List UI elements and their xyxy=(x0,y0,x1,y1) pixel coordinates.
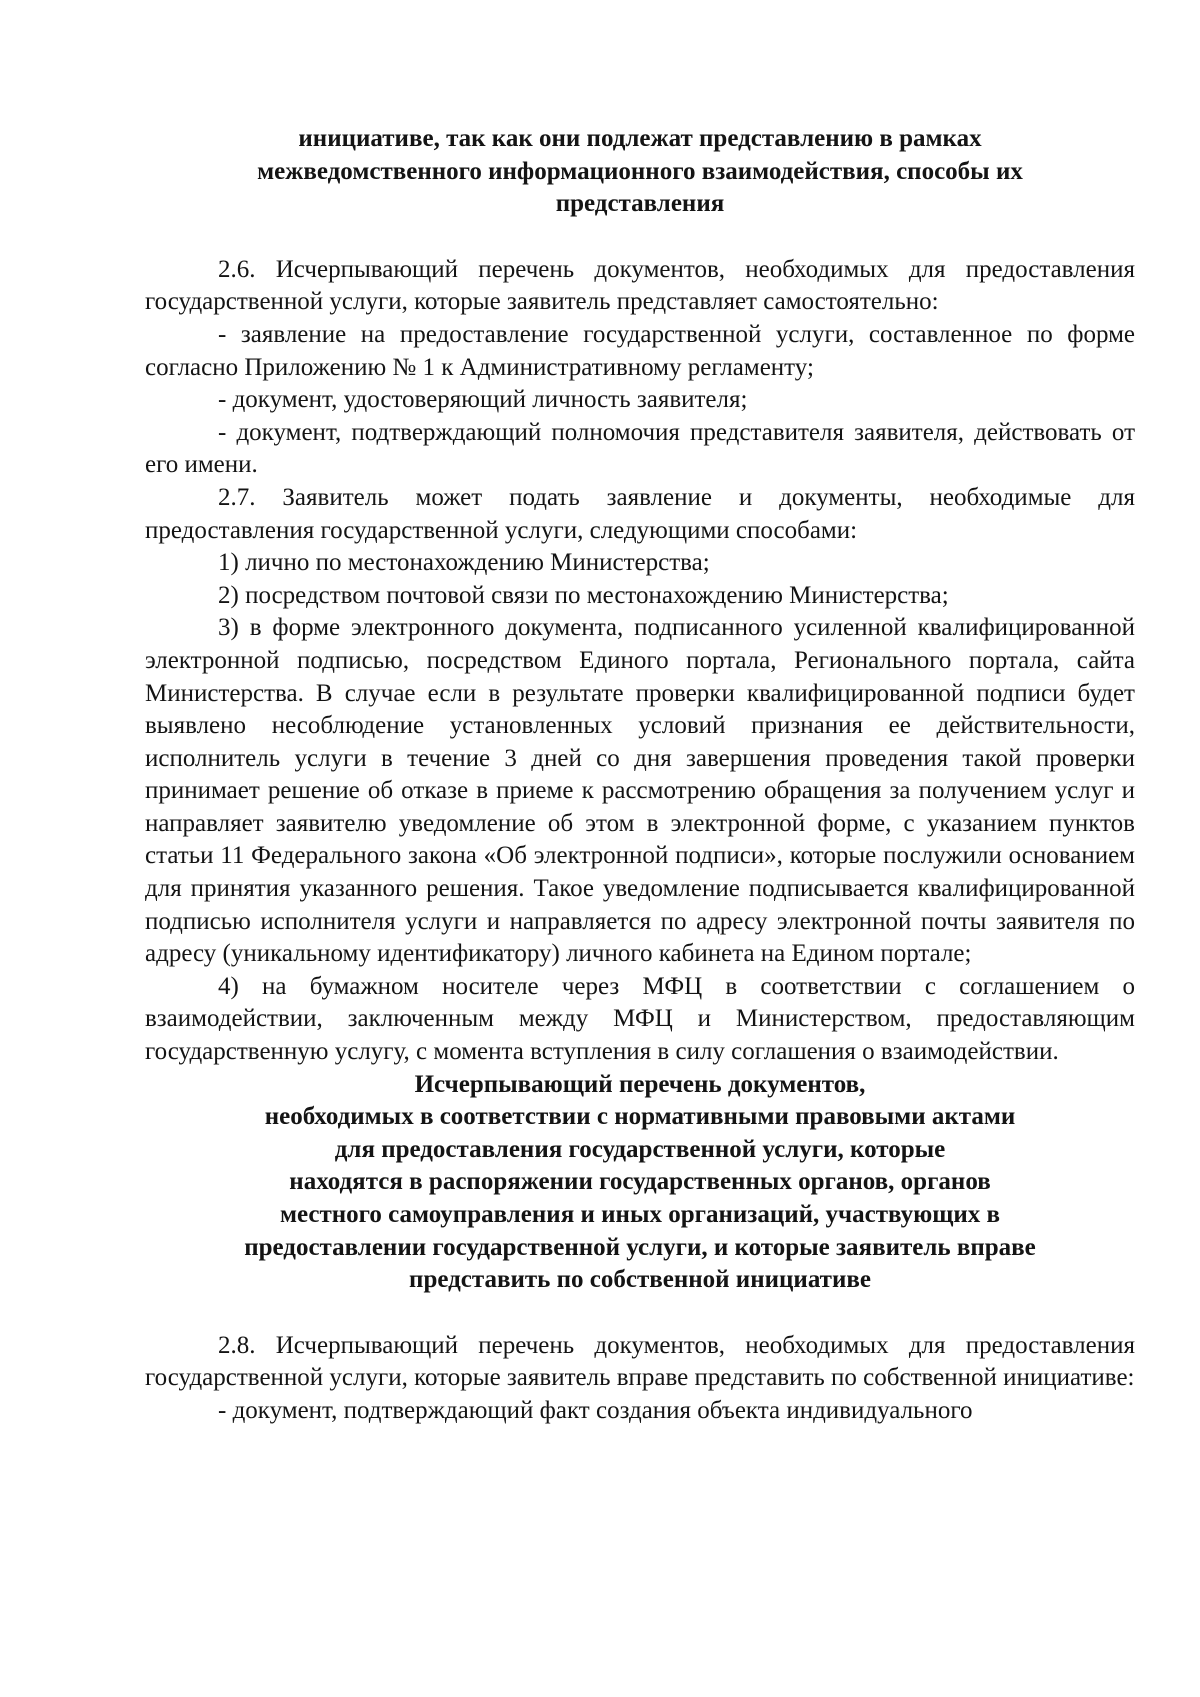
paragraph-2-8: 2.8. Исчерпывающий перечень документов, необходимых для предоставления государственной услуги, которые заявитель вправе представить по собственной инициативе: xyxy=(145,1331,1135,1392)
paragraph-list-item: 2) посредством почтовой связи по местонахождению Министерства; xyxy=(218,581,949,609)
heading-line: предоставлении государственной услуги, и которые заявитель вправе xyxy=(244,1233,1036,1261)
heading-line: местного самоуправления и иных организаций, участвующих в xyxy=(279,1201,1001,1228)
paragraph-list-item: 1) лично по местонахождению Министерства; xyxy=(218,549,710,577)
paragraph-list-item: 4) на бумажном носителе через МФЦ в соответствии с соглашением о взаимодействии, заключенным между МФЦ и Министерством, предоставляющим государственную услугу, с момента вступления в силу соглашения о взаимодействии. xyxy=(145,972,1135,1066)
heading-line: представить по собственной инициативе xyxy=(409,1266,871,1294)
heading-line: инициативе, так как они подлежат представлению в рамках xyxy=(298,125,982,152)
paragraph-list-item: - документ, подтверждающий полномочия представителя заявителя, действовать от его имени. xyxy=(145,418,1135,479)
heading-line: находятся в распоряжении государственных органов, органов xyxy=(289,1168,991,1196)
heading-line: межведомственного информационного взаимодействия, способы их xyxy=(257,157,1023,185)
section-heading-top xyxy=(145,123,1135,221)
document-page xyxy=(145,123,1135,1428)
paragraph-list-item: 3) в форме электронного документа, подписанного усиленной квалифицированной электронной подписью, посредством Единого портала, Регионального портала, сайта Министерства. В случае если в результате проверки квалифицированной подписи будет выявлено несоблюдение установленных условий признания ее действительности, исполнитель услуги в течение 3 дней со дня завершения проведения такой проверки принимает решение об отказе в приеме к рассмотрению обращения за получением услуг и направляет заявителю уведомление об этом в электронной форме, с указанием пунктов статьи 11 Федерального закона «Об электронной подписи», которые послужили основанием для принятия указанного решения. Такое уведомление подписывается квалифицированной подписью исполнителя услуги и направляется по адресу электронной почты заявителя по адресу (уникальному идентификатору) личного кабинета на Едином портале; xyxy=(145,614,1135,968)
heading-line: представления xyxy=(555,190,725,218)
paragraph-list-item: - документ, подтверждающий факт создания объекта индивидуального xyxy=(218,1396,973,1424)
paragraph-2-7: 2.7. Заявитель может подать заявление и документы, необходимые для предоставления государственной услуги, следующими способами: xyxy=(145,483,1135,544)
heading-line: для предоставления государственной услуги, которые xyxy=(334,1135,946,1163)
heading-line: необходимых в соответствии с нормативными правовыми актами xyxy=(264,1103,1016,1131)
paragraph-2-6: 2.6. Исчерпывающий перечень документов, необходимых для предоставления государственной услуги, которые заявитель представляет самостоятельно: xyxy=(145,255,1135,316)
paragraph-list-item: - заявление на предоставление государственной услуги, составленное по форме согласно Приложению № 1 к Административному регламенту; xyxy=(145,320,1135,381)
paragraph-list-item: - документ, удостоверяющий личность заявителя; xyxy=(218,386,748,414)
heading-line: Исчерпывающий перечень документов, xyxy=(414,1070,866,1098)
section-heading-mid xyxy=(145,1069,1135,1297)
